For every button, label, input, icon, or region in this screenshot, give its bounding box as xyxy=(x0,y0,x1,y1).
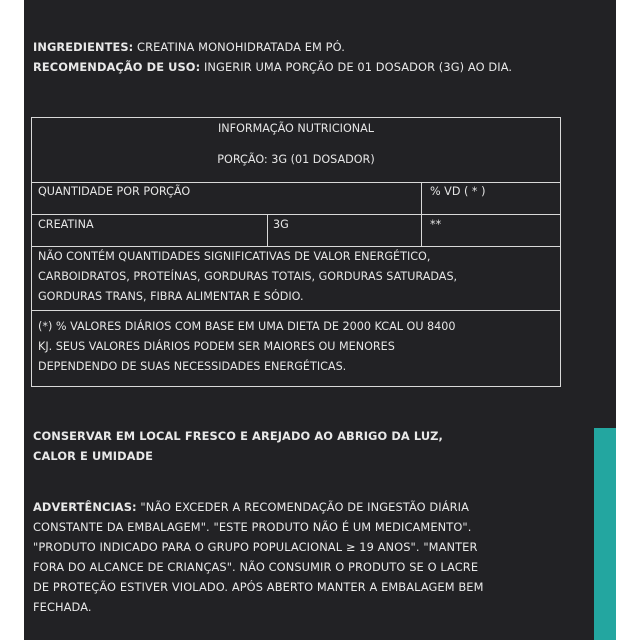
table-column-divider xyxy=(267,214,268,246)
table-note-line: NÃO CONTÉM QUANTIDADES SIGNIFICATIVAS DE VALOR ENERGÉTICO, xyxy=(38,250,431,263)
table-divider xyxy=(32,214,560,215)
warnings-line: DE PROTEÇÃO ESTIVER VIOLADO. APÓS ABERTO MANTER A EMBALAGEM BEM xyxy=(33,580,484,594)
recommendation-text: INGERIR UMA PORÇÃO DE 01 DOSADOR (3G) AO DIA. xyxy=(200,60,513,74)
warnings-text: "NÃO EXCEDER A RECOMENDAÇÃO DE INGESTÃO DIÁRIA xyxy=(136,500,470,514)
warnings-label: ADVERTÊNCIAS: xyxy=(33,500,137,514)
recommendation-label: RECOMENDAÇÃO DE USO: xyxy=(33,60,201,74)
table-row-vd: ** xyxy=(430,218,442,231)
table-note-line: CARBOIDRATOS, PROTEÍNAS, GORDURAS TOTAIS, GORDURAS SATURADAS, xyxy=(38,270,458,283)
table-row-amount: 3G xyxy=(273,218,289,231)
warnings-line: "PRODUTO INDICADO PARA O GRUPO POPULACIONAL ≥ 19 ANOS". "MANTER xyxy=(33,540,478,554)
table-footnote xyxy=(38,317,456,377)
warnings-section xyxy=(33,497,553,617)
storage-line: CALOR E UMIDADE xyxy=(33,449,154,463)
ingredients-text: CREATINA MONOHIDRATADA EM PÓ. xyxy=(133,40,345,54)
ingredients-section xyxy=(33,37,553,77)
table-footnote-line: DEPENDENDO DE SUAS NECESSIDADES ENERGÉTICAS. xyxy=(38,360,347,373)
table-title: INFORMAÇÃO NUTRICIONAL xyxy=(217,122,375,135)
ingredients-label: INGREDIENTES: xyxy=(33,40,134,54)
table-header-quantity: QUANTIDADE POR PORÇÃO xyxy=(38,185,191,198)
storage-instructions xyxy=(33,426,553,466)
table-row-name: CREATINA xyxy=(38,218,94,231)
table-footnote-line: (*) % VALORES DIÁRIOS COM BASE EM UMA DIETA DE 2000 KCAL OU 8400 xyxy=(38,320,456,333)
table-divider xyxy=(32,310,560,311)
table-portion: PORÇÃO: 3G (01 DOSADOR) xyxy=(217,153,375,166)
table-footnote-line: KJ. SEUS VALORES DIÁRIOS PODEM SER MAIORES OU MENORES xyxy=(38,340,395,353)
warnings-line: CONSTANTE DA EMBALAGEM". "ESTE PRODUTO NÃO É UM MEDICAMENTO". xyxy=(33,520,472,534)
warnings-line: FORA DO ALCANCE DE CRIANÇAS". NÃO CONSUMIR O PRODUTO SE O LACRE xyxy=(33,560,479,574)
recommendation-line xyxy=(33,57,553,77)
table-header-vd: % VD ( * ) xyxy=(430,185,486,198)
ingredients-line xyxy=(33,37,553,57)
accent-stripe xyxy=(594,428,616,640)
table-note-line: GORDURAS TRANS, FIBRA ALIMENTAR E SÓDIO. xyxy=(38,290,304,303)
storage-line: CONSERVAR EM LOCAL FRESCO E AREJADO AO ABRIGO DA LUZ, xyxy=(33,429,443,443)
nutrition-table xyxy=(31,117,561,387)
warnings-line xyxy=(33,497,553,517)
table-note xyxy=(38,247,457,307)
warnings-line: FECHADA. xyxy=(33,600,92,614)
